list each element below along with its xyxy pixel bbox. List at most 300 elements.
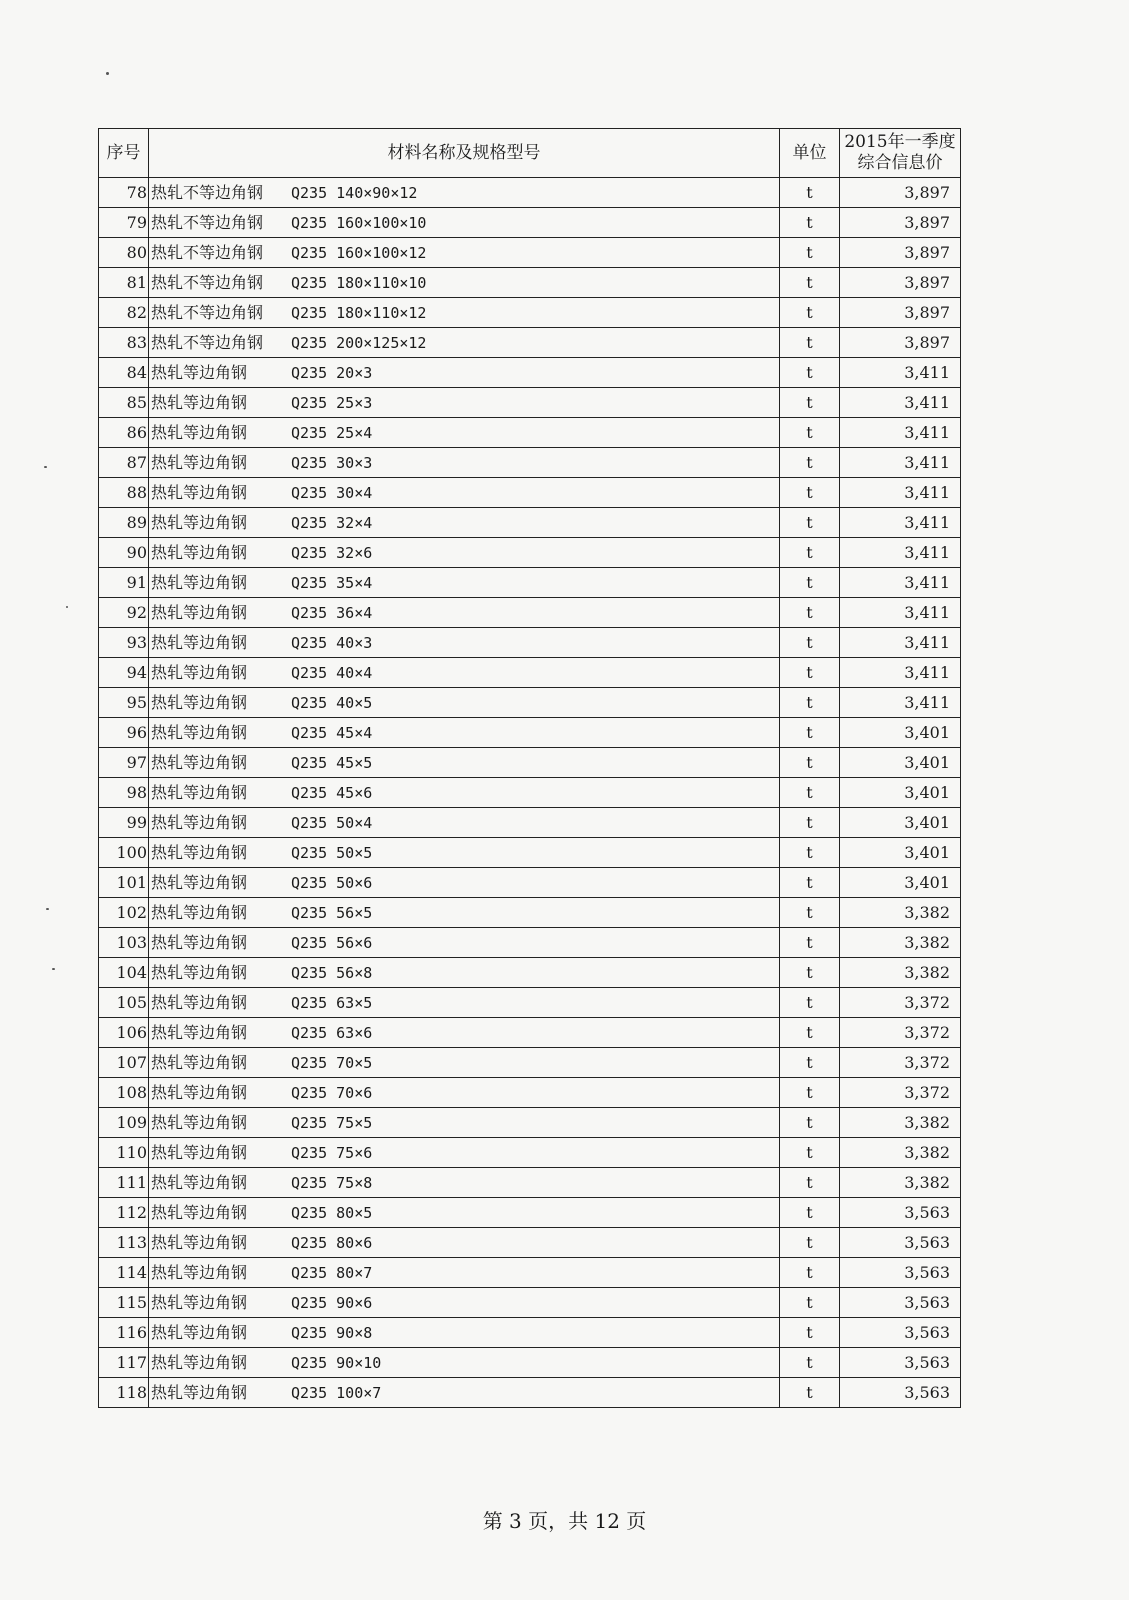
unit-cell: t xyxy=(780,658,840,688)
material-name: 热轧等边角钢 xyxy=(151,1172,248,1192)
unit-cell: t xyxy=(780,598,840,628)
table-row xyxy=(99,508,961,538)
material-name-cell xyxy=(149,388,780,418)
material-name: 热轧等边角钢 xyxy=(151,632,248,652)
material-name: 热轧等边角钢 xyxy=(151,752,248,772)
unit-cell: t xyxy=(780,208,840,238)
material-name: 热轧等边角钢 xyxy=(151,812,248,832)
price-cell: 3,563 xyxy=(840,1258,961,1288)
table-header-row xyxy=(99,129,961,178)
seq-cell: 105 xyxy=(99,988,149,1018)
price-cell: 3,401 xyxy=(840,808,961,838)
seq-cell: 80 xyxy=(99,238,149,268)
material-name: 热轧等边角钢 xyxy=(151,1322,248,1342)
material-name-cell xyxy=(149,988,780,1018)
material-spec: Q235 40×5 xyxy=(291,693,373,712)
unit-cell: t xyxy=(780,748,840,778)
price-cell: 3,897 xyxy=(840,298,961,328)
seq-cell: 90 xyxy=(99,538,149,568)
seq-cell: 102 xyxy=(99,898,149,928)
unit-cell: t xyxy=(780,1288,840,1318)
seq-cell: 118 xyxy=(99,1378,149,1408)
unit-cell: t xyxy=(780,688,840,718)
unit-cell: t xyxy=(780,448,840,478)
price-cell: 3,563 xyxy=(840,1228,961,1258)
material-name-cell xyxy=(149,838,780,868)
price-cell: 3,411 xyxy=(840,658,961,688)
table-row xyxy=(99,628,961,658)
table-row xyxy=(99,598,961,628)
price-cell: 3,411 xyxy=(840,538,961,568)
price-cell: 3,372 xyxy=(840,988,961,1018)
price-cell: 3,411 xyxy=(840,508,961,538)
price-cell: 3,411 xyxy=(840,628,961,658)
material-name-cell xyxy=(149,1288,780,1318)
price-cell: 3,382 xyxy=(840,1138,961,1168)
table-row xyxy=(99,808,961,838)
material-name: 热轧等边角钢 xyxy=(151,962,248,982)
price-cell: 3,897 xyxy=(840,208,961,238)
price-cell: 3,411 xyxy=(840,358,961,388)
material-name: 热轧等边角钢 xyxy=(151,1112,248,1132)
price-cell: 3,897 xyxy=(840,268,961,298)
price-cell: 3,401 xyxy=(840,838,961,868)
material-name-cell xyxy=(149,268,780,298)
material-name-cell xyxy=(149,508,780,538)
seq-cell: 94 xyxy=(99,658,149,688)
seq-cell: 98 xyxy=(99,778,149,808)
unit-cell: t xyxy=(780,268,840,298)
material-name-cell xyxy=(149,1018,780,1048)
table-row xyxy=(99,1138,961,1168)
table-row xyxy=(99,1048,961,1078)
material-name-cell xyxy=(149,868,780,898)
unit-cell: t xyxy=(780,838,840,868)
table-row xyxy=(99,688,961,718)
unit-cell: t xyxy=(780,928,840,958)
material-name: 热轧不等边角钢 xyxy=(151,212,264,232)
table-row xyxy=(99,538,961,568)
scan-speck xyxy=(46,908,49,910)
material-spec: Q235 45×4 xyxy=(291,723,373,742)
material-spec: Q235 50×6 xyxy=(291,873,373,892)
unit-cell: t xyxy=(780,718,840,748)
header-price xyxy=(840,129,961,178)
header-price-line2: 综合信息价 xyxy=(857,153,943,173)
unit-cell: t xyxy=(780,478,840,508)
material-spec: Q235 35×4 xyxy=(291,573,373,592)
price-cell: 3,411 xyxy=(840,418,961,448)
material-spec: Q235 90×10 xyxy=(291,1353,382,1372)
unit-cell: t xyxy=(780,568,840,598)
material-name: 热轧等边角钢 xyxy=(151,362,248,382)
table-row xyxy=(99,658,961,688)
seq-cell: 83 xyxy=(99,328,149,358)
material-name: 热轧等边角钢 xyxy=(151,1052,248,1072)
material-name: 热轧等边角钢 xyxy=(151,692,248,712)
material-spec: Q235 50×5 xyxy=(291,843,373,862)
material-name-cell xyxy=(149,598,780,628)
price-cell: 3,563 xyxy=(840,1288,961,1318)
table-row xyxy=(99,718,961,748)
table-row xyxy=(99,988,961,1018)
table-row xyxy=(99,838,961,868)
material-name: 热轧等边角钢 xyxy=(151,842,248,862)
table-row xyxy=(99,418,961,448)
material-name: 热轧等边角钢 xyxy=(151,662,248,682)
material-name-cell xyxy=(149,1138,780,1168)
seq-cell: 88 xyxy=(99,478,149,508)
seq-cell: 79 xyxy=(99,208,149,238)
material-spec: Q235 160×100×12 xyxy=(291,243,427,262)
material-name-cell xyxy=(149,178,780,208)
material-spec: Q235 90×8 xyxy=(291,1323,373,1342)
material-spec: Q235 25×3 xyxy=(291,393,373,412)
table-row xyxy=(99,1198,961,1228)
seq-cell: 82 xyxy=(99,298,149,328)
material-name: 热轧等边角钢 xyxy=(151,1292,248,1312)
unit-cell: t xyxy=(780,1018,840,1048)
seq-cell: 81 xyxy=(99,268,149,298)
seq-cell: 108 xyxy=(99,1078,149,1108)
material-spec: Q235 160×100×10 xyxy=(291,213,427,232)
material-spec: Q235 45×6 xyxy=(291,783,373,802)
material-name: 热轧等边角钢 xyxy=(151,602,248,622)
material-name-cell xyxy=(149,1258,780,1288)
material-name-cell xyxy=(149,418,780,448)
table-row xyxy=(99,958,961,988)
table-row xyxy=(99,298,961,328)
table-row xyxy=(99,358,961,388)
material-name-cell xyxy=(149,1108,780,1138)
price-cell: 3,382 xyxy=(840,898,961,928)
material-name-cell xyxy=(149,298,780,328)
material-name: 热轧等边角钢 xyxy=(151,1022,248,1042)
material-name-cell xyxy=(149,688,780,718)
table-row xyxy=(99,868,961,898)
seq-cell: 84 xyxy=(99,358,149,388)
price-cell: 3,411 xyxy=(840,598,961,628)
unit-cell: t xyxy=(780,328,840,358)
material-name: 热轧等边角钢 xyxy=(151,422,248,442)
unit-cell: t xyxy=(780,388,840,418)
material-name-cell xyxy=(149,748,780,778)
table-row xyxy=(99,1318,961,1348)
seq-cell: 103 xyxy=(99,928,149,958)
material-name-cell xyxy=(149,328,780,358)
material-name: 热轧等边角钢 xyxy=(151,512,248,532)
material-name-cell xyxy=(149,1078,780,1108)
unit-cell: t xyxy=(780,1378,840,1408)
material-spec: Q235 25×4 xyxy=(291,423,373,442)
seq-cell: 101 xyxy=(99,868,149,898)
seq-cell: 117 xyxy=(99,1348,149,1378)
price-cell: 3,897 xyxy=(840,178,961,208)
seq-cell: 91 xyxy=(99,568,149,598)
material-name-cell xyxy=(149,538,780,568)
material-spec: Q235 180×110×10 xyxy=(291,273,427,292)
header-unit: 单位 xyxy=(780,129,840,178)
table-row xyxy=(99,928,961,958)
unit-cell: t xyxy=(780,178,840,208)
unit-cell: t xyxy=(780,1168,840,1198)
price-cell: 3,411 xyxy=(840,388,961,418)
material-spec: Q235 75×8 xyxy=(291,1173,373,1192)
table-row xyxy=(99,748,961,778)
material-name-cell xyxy=(149,658,780,688)
price-cell: 3,897 xyxy=(840,238,961,268)
seq-cell: 116 xyxy=(99,1318,149,1348)
price-cell: 3,563 xyxy=(840,1348,961,1378)
material-spec: Q235 80×5 xyxy=(291,1203,373,1222)
unit-cell: t xyxy=(780,1048,840,1078)
material-spec: Q235 63×6 xyxy=(291,1023,373,1042)
material-spec: Q235 140×90×12 xyxy=(291,183,418,202)
price-cell: 3,563 xyxy=(840,1198,961,1228)
table-row xyxy=(99,208,961,238)
unit-cell: t xyxy=(780,508,840,538)
seq-cell: 100 xyxy=(99,838,149,868)
unit-cell: t xyxy=(780,1198,840,1228)
material-spec: Q235 56×8 xyxy=(291,963,373,982)
table-row xyxy=(99,898,961,928)
table-row xyxy=(99,1258,961,1288)
material-name: 热轧不等边角钢 xyxy=(151,182,264,202)
table-row xyxy=(99,568,961,598)
header-seq: 序号 xyxy=(99,129,149,178)
price-cell: 3,401 xyxy=(840,718,961,748)
price-cell: 3,372 xyxy=(840,1048,961,1078)
material-name-cell xyxy=(149,718,780,748)
scan-speck xyxy=(44,466,47,468)
material-name-cell xyxy=(149,358,780,388)
price-cell: 3,563 xyxy=(840,1318,961,1348)
material-spec: Q235 32×4 xyxy=(291,513,373,532)
price-cell: 3,401 xyxy=(840,778,961,808)
seq-cell: 107 xyxy=(99,1048,149,1078)
unit-cell: t xyxy=(780,1228,840,1258)
material-name: 热轧不等边角钢 xyxy=(151,302,264,322)
seq-cell: 97 xyxy=(99,748,149,778)
material-spec: Q235 75×5 xyxy=(291,1113,373,1132)
unit-cell: t xyxy=(780,298,840,328)
material-name: 热轧不等边角钢 xyxy=(151,242,264,262)
material-spec: Q235 36×4 xyxy=(291,603,373,622)
unit-cell: t xyxy=(780,1108,840,1138)
material-spec: Q235 90×6 xyxy=(291,1293,373,1312)
material-name: 热轧等边角钢 xyxy=(151,452,248,472)
material-name: 热轧等边角钢 xyxy=(151,872,248,892)
table-row xyxy=(99,1288,961,1318)
unit-cell: t xyxy=(780,1348,840,1378)
material-name: 热轧等边角钢 xyxy=(151,572,248,592)
price-cell: 3,411 xyxy=(840,688,961,718)
seq-cell: 78 xyxy=(99,178,149,208)
material-name: 热轧等边角钢 xyxy=(151,902,248,922)
material-name: 热轧等边角钢 xyxy=(151,1142,248,1162)
table-row xyxy=(99,1228,961,1258)
material-name: 热轧不等边角钢 xyxy=(151,272,264,292)
material-name: 热轧等边角钢 xyxy=(151,1382,248,1402)
material-name-cell xyxy=(149,238,780,268)
unit-cell: t xyxy=(780,1138,840,1168)
header-price-line1: 2015年一季度 xyxy=(844,132,956,152)
material-spec: Q235 63×5 xyxy=(291,993,373,1012)
unit-cell: t xyxy=(780,988,840,1018)
seq-cell: 86 xyxy=(99,418,149,448)
material-name-cell xyxy=(149,1348,780,1378)
seq-cell: 114 xyxy=(99,1258,149,1288)
material-name: 热轧等边角钢 xyxy=(151,482,248,502)
scan-speck xyxy=(52,968,55,970)
table-row xyxy=(99,1018,961,1048)
seq-cell: 89 xyxy=(99,508,149,538)
material-name: 热轧不等边角钢 xyxy=(151,332,264,352)
seq-cell: 104 xyxy=(99,958,149,988)
seq-cell: 87 xyxy=(99,448,149,478)
price-cell: 3,411 xyxy=(840,478,961,508)
unit-cell: t xyxy=(780,808,840,838)
unit-cell: t xyxy=(780,958,840,988)
seq-cell: 110 xyxy=(99,1138,149,1168)
material-name: 热轧等边角钢 xyxy=(151,782,248,802)
material-spec: Q235 100×7 xyxy=(291,1383,382,1402)
scan-speck xyxy=(66,606,68,608)
table-row xyxy=(99,1168,961,1198)
material-price-table xyxy=(98,128,961,1408)
table-row xyxy=(99,1108,961,1138)
material-name-cell xyxy=(149,1198,780,1228)
material-spec: Q235 56×5 xyxy=(291,903,373,922)
unit-cell: t xyxy=(780,238,840,268)
seq-cell: 112 xyxy=(99,1198,149,1228)
material-name-cell xyxy=(149,1228,780,1258)
table-row xyxy=(99,1078,961,1108)
unit-cell: t xyxy=(780,1258,840,1288)
unit-cell: t xyxy=(780,1078,840,1108)
seq-cell: 95 xyxy=(99,688,149,718)
price-cell: 3,372 xyxy=(840,1078,961,1108)
material-name: 热轧等边角钢 xyxy=(151,1352,248,1372)
material-spec: Q235 20×3 xyxy=(291,363,373,382)
material-name: 热轧等边角钢 xyxy=(151,1082,248,1102)
material-name: 热轧等边角钢 xyxy=(151,1232,248,1252)
material-name: 热轧等边角钢 xyxy=(151,932,248,952)
table-row xyxy=(99,268,961,298)
price-cell: 3,382 xyxy=(840,928,961,958)
material-name-cell xyxy=(149,1048,780,1078)
material-spec: Q235 75×6 xyxy=(291,1143,373,1162)
material-name-cell xyxy=(149,478,780,508)
material-name: 热轧等边角钢 xyxy=(151,542,248,562)
table-row xyxy=(99,328,961,358)
table-row xyxy=(99,478,961,508)
material-spec: Q235 30×3 xyxy=(291,453,373,472)
material-spec: Q235 32×6 xyxy=(291,543,373,562)
price-cell: 3,382 xyxy=(840,958,961,988)
price-cell: 3,563 xyxy=(840,1378,961,1408)
scan-speck xyxy=(106,72,109,75)
material-spec: Q235 180×110×12 xyxy=(291,303,427,322)
material-spec: Q235 40×3 xyxy=(291,633,373,652)
table-row xyxy=(99,778,961,808)
seq-cell: 96 xyxy=(99,718,149,748)
material-name-cell xyxy=(149,208,780,238)
material-name: 热轧等边角钢 xyxy=(151,1262,248,1282)
seq-cell: 99 xyxy=(99,808,149,838)
material-spec: Q235 70×5 xyxy=(291,1053,373,1072)
material-name: 热轧等边角钢 xyxy=(151,992,248,1012)
seq-cell: 92 xyxy=(99,598,149,628)
unit-cell: t xyxy=(780,418,840,448)
material-name-cell xyxy=(149,568,780,598)
unit-cell: t xyxy=(780,538,840,568)
material-spec: Q235 56×6 xyxy=(291,933,373,952)
price-cell: 3,401 xyxy=(840,868,961,898)
material-spec: Q235 200×125×12 xyxy=(291,333,427,352)
unit-cell: t xyxy=(780,778,840,808)
table-row xyxy=(99,448,961,478)
price-cell: 3,897 xyxy=(840,328,961,358)
material-name-cell xyxy=(149,778,780,808)
material-name: 热轧等边角钢 xyxy=(151,722,248,742)
material-name-cell xyxy=(149,1318,780,1348)
seq-cell: 93 xyxy=(99,628,149,658)
header-material-name: 材料名称及规格型号 xyxy=(149,129,780,178)
material-spec: Q235 40×4 xyxy=(291,663,373,682)
seq-cell: 109 xyxy=(99,1108,149,1138)
price-cell: 3,411 xyxy=(840,568,961,598)
material-name-cell xyxy=(149,928,780,958)
material-spec: Q235 30×4 xyxy=(291,483,373,502)
table-row xyxy=(99,1378,961,1408)
material-name: 热轧等边角钢 xyxy=(151,1202,248,1222)
seq-cell: 111 xyxy=(99,1168,149,1198)
unit-cell: t xyxy=(780,628,840,658)
material-name-cell xyxy=(149,1378,780,1408)
material-spec: Q235 70×6 xyxy=(291,1083,373,1102)
price-cell: 3,411 xyxy=(840,448,961,478)
seq-cell: 85 xyxy=(99,388,149,418)
price-cell: 3,372 xyxy=(840,1018,961,1048)
table-row xyxy=(99,178,961,208)
material-name-cell xyxy=(149,448,780,478)
seq-cell: 113 xyxy=(99,1228,149,1258)
price-cell: 3,382 xyxy=(840,1168,961,1198)
material-name-cell xyxy=(149,958,780,988)
unit-cell: t xyxy=(780,358,840,388)
material-spec: Q235 80×6 xyxy=(291,1233,373,1252)
seq-cell: 115 xyxy=(99,1288,149,1318)
price-cell: 3,382 xyxy=(840,1108,961,1138)
unit-cell: t xyxy=(780,868,840,898)
price-cell: 3,401 xyxy=(840,748,961,778)
unit-cell: t xyxy=(780,1318,840,1348)
material-name-cell xyxy=(149,628,780,658)
unit-cell: t xyxy=(780,898,840,928)
page-number-footer: 第 3 页，共 12 页 xyxy=(482,1509,647,1533)
material-name-cell xyxy=(149,808,780,838)
material-spec: Q235 50×4 xyxy=(291,813,373,832)
material-name-cell xyxy=(149,898,780,928)
table-row xyxy=(99,238,961,268)
material-name: 热轧等边角钢 xyxy=(151,392,248,412)
seq-cell: 106 xyxy=(99,1018,149,1048)
table-row xyxy=(99,388,961,418)
material-spec: Q235 80×7 xyxy=(291,1263,373,1282)
material-name-cell xyxy=(149,1168,780,1198)
table-row xyxy=(99,1348,961,1378)
